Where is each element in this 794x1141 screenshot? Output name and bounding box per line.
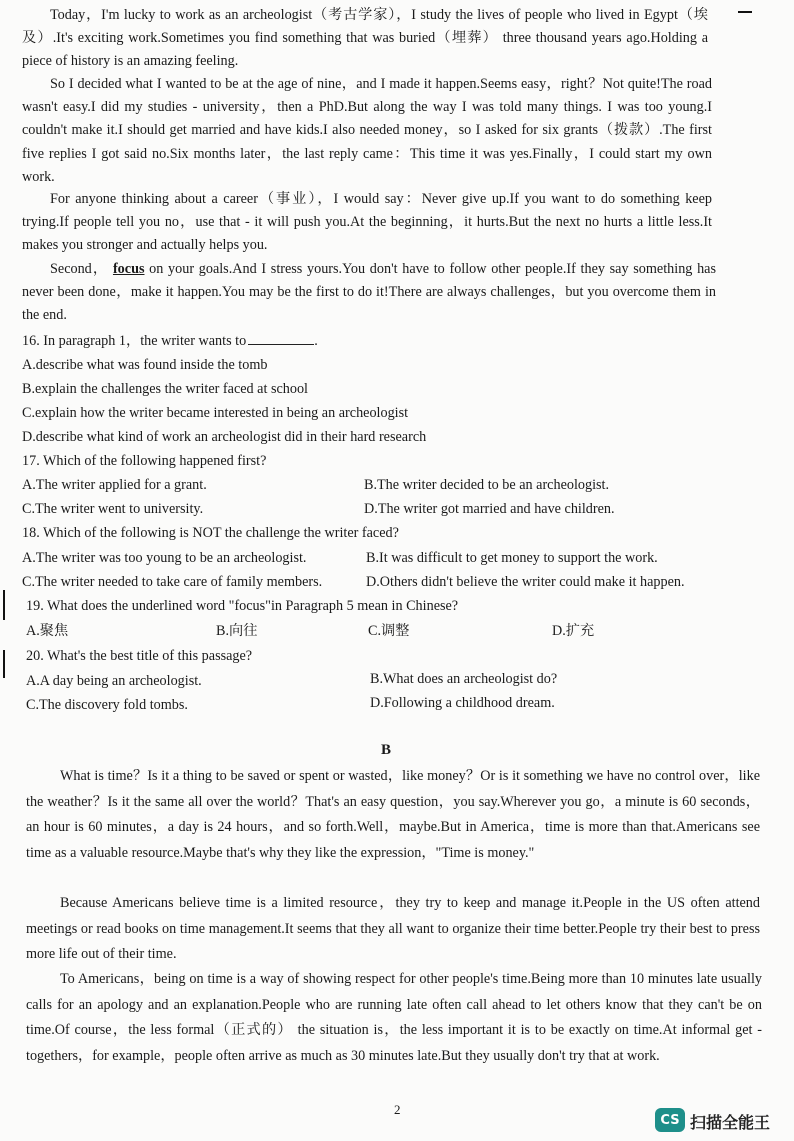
question-20-option-b[interactable]: B.What does an archeologist do?: [370, 671, 558, 687]
question-20-option-d[interactable]: D.Following a childhood dream.: [370, 695, 555, 711]
question-16-option-d[interactable]: D.describe what kind of work an archeologist did in their hard research: [22, 429, 427, 445]
question-20-option-a[interactable]: A.A day being an archeologist.: [26, 673, 202, 689]
binding-mark-lower: [3, 650, 5, 678]
question-19-stem: 19. What does the underlined word "focus"in Paragraph 5 mean in Chinese?: [26, 598, 459, 614]
question-17-option-d[interactable]: D.The writer got married and have children.: [364, 501, 615, 517]
question-19-option-a[interactable]: A.聚焦: [26, 623, 69, 639]
passage-b-paragraph-2: Because Americans believe time is a limited resource，they try to keep and manage it.People in the US often attend meetings or read books on time management.It seems that they all want to organize their time better.People try their best to press more life out of their time.: [26, 895, 760, 962]
question-18-option-d[interactable]: D.Others didn't believe the writer could make it happen.: [366, 574, 685, 590]
question-16-option-a[interactable]: A.describe what was found inside the tomb: [22, 357, 268, 373]
scan-mark-dash: [738, 11, 752, 13]
question-19-option-d[interactable]: D.扩充: [552, 623, 595, 639]
question-20-stem: 20. What's the best title of this passage?: [26, 648, 253, 664]
passage-b-paragraph-1: What is time？Is it a thing to be saved or spent or wasted，like money？Or is it something we have no control over，like the weather？Is it the same all over the world？That's an easy question，you say.Wherever you go，a minute is 60 seconds，an hour is 60 minutes，a day is 24 hours，and so forth.Well，maybe.But in America，time is more than that.Americans see time as a valuable resource.Maybe that's why they like the expression，"Time is money.": [26, 768, 760, 861]
question-17-option-c[interactable]: C.The writer went to university.: [22, 501, 204, 517]
page-number: 2: [394, 1102, 401, 1117]
camscanner-watermark-text: 扫描全能王: [690, 1113, 771, 1132]
question-16-end: .: [314, 333, 318, 349]
question-18-option-c[interactable]: C.The writer needed to take care of family members.: [22, 574, 323, 590]
question-18-option-b[interactable]: B.It was difficult to get money to support the work.: [366, 550, 658, 566]
passage-b-title: B: [381, 742, 392, 758]
question-16-option-c[interactable]: C.explain how the writer became interested in being an archeologist: [22, 405, 409, 421]
answer-blank[interactable]: [248, 332, 314, 345]
question-17-stem: 17. Which of the following happened first?: [22, 453, 267, 469]
question-18-option-a[interactable]: A.The writer was too young to be an archeologist.: [22, 550, 307, 566]
passage-a-paragraph-4: [22, 258, 716, 328]
question-19-option-c[interactable]: C.调整: [368, 623, 410, 639]
underlined-word-focus: focus: [112, 261, 145, 277]
binding-mark-upper: [3, 590, 5, 620]
question-20-option-c[interactable]: C.The discovery fold tombs.: [26, 697, 188, 713]
question-16-text: 16. In paragraph 1，the writer wants to: [22, 333, 247, 349]
question-17-option-a[interactable]: A.The writer applied for a grant.: [22, 477, 207, 493]
paragraph-4-body: on your goals.And I stress yours.You don't have to follow other people.If they say something has never been done，make it happen.You may be the first to do it!There are always challenges，but you overcome them in the end.: [22, 261, 716, 324]
camscanner-logo-icon: CS: [655, 1108, 685, 1132]
question-16-option-b[interactable]: B.explain the challenges the writer faced at school: [22, 381, 309, 397]
question-18-stem: 18. Which of the following is NOT the challenge the writer faced?: [22, 525, 399, 541]
passage-a-paragraph-3: For anyone thinking about a career（事业），I would say：Never give up.If you want to do something keep trying.If people tell you no，use that - it will push you.At the beginning，it hurts.But the next no hurts a little less.It makes you stronger and actually helps you.: [22, 191, 712, 254]
paragraph-4-intro: Second，: [50, 261, 109, 277]
passage-a-paragraph-1: Today，I'm lucky to work as an archeologist（考古学家），I study the lives of people who lived in Egypt（埃及）.It's exciting work.Sometimes you find something that was buried（埋葬） three thousand years ago.Holding a piece of history is an amazing feeling.: [22, 7, 708, 70]
question-19-option-b[interactable]: B.向往: [216, 623, 258, 639]
question-16-stem: [22, 331, 318, 351]
passage-b-paragraph-3: To Americans，being on time is a way of showing respect for other people's time.Being more than 10 minutes late usually calls for an apology and an explanation.People who are running late often call ahead to let others know that they can't be on time.Of course，the less formal（正式的） the situation is，the less important it is to be exactly on time.At informal get - togethers，for example，people often arrive as much as 30 minutes late.But they usually don't try that at work.: [26, 971, 762, 1064]
passage-a-paragraph-2: So I decided what I wanted to be at the age of nine，and I made it happen.Seems easy，right？Not quite!The road wasn't easy.I did my studies - university，then a PhD.But along the way I was told many things. I was too young.I couldn't make it.I should get married and have kids.I also needed money，so I asked for six grants（拨款）.The first five replies I got said no.Six months later，the last reply came：This time it was yes.Finally，I could start my own work.: [22, 76, 712, 185]
question-17-option-b[interactable]: B.The writer decided to be an archeologist.: [364, 477, 610, 493]
